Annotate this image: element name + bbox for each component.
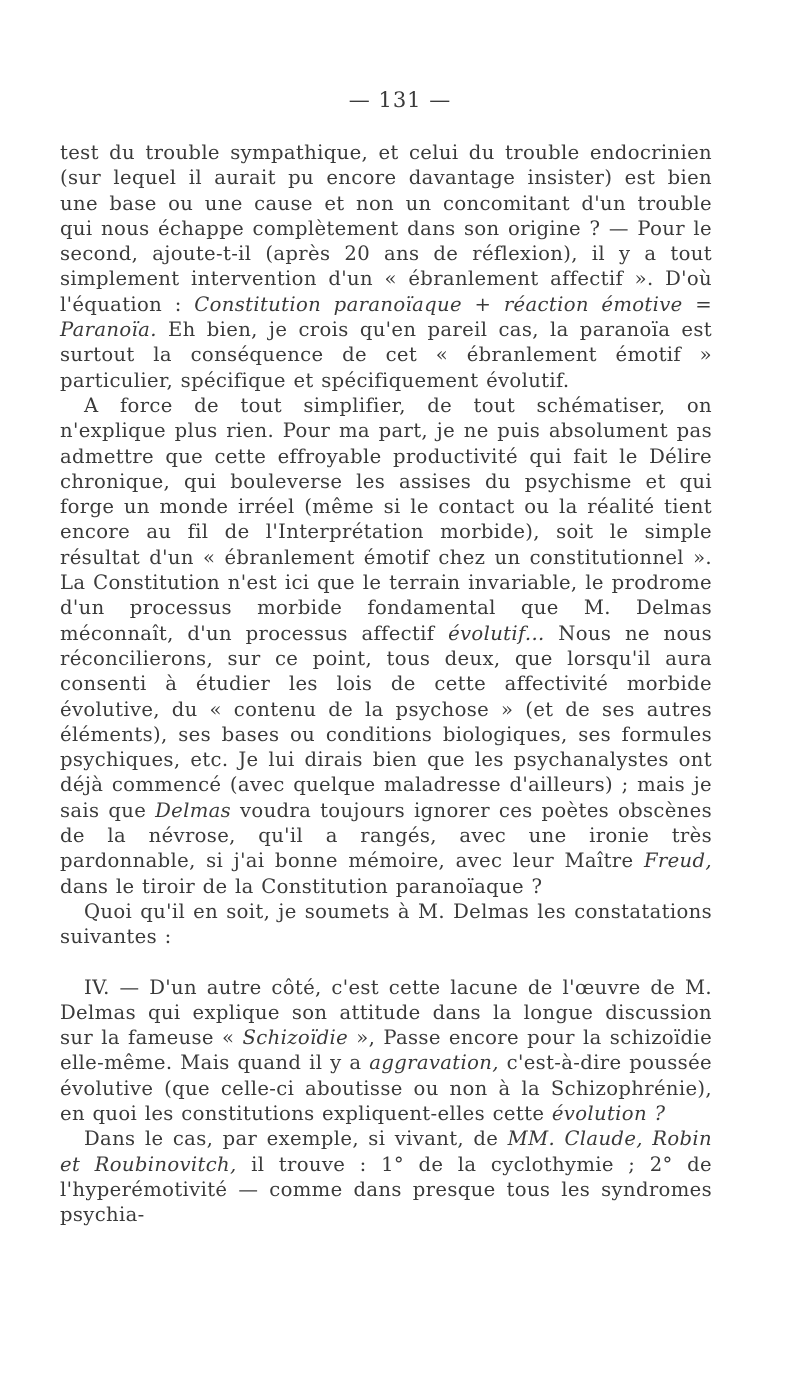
italic-span: Schizoïdie bbox=[242, 1026, 349, 1050]
text-span: Dans le cas, par exemple, si vivant, de bbox=[84, 1127, 508, 1151]
italic-span: Freud, bbox=[643, 849, 712, 873]
text-span: », Passe encore pour la schizoïdie elle-même. Mais quand il y a bbox=[60, 1026, 713, 1075]
italic-span: aggravation, bbox=[369, 1051, 499, 1075]
italic-span: Paranoïa. bbox=[60, 318, 157, 342]
italic-span: évolutif... bbox=[448, 621, 545, 645]
italic-span: Constitution paranoïaque bbox=[194, 292, 462, 316]
paragraph-p3 bbox=[60, 899, 712, 950]
text-span: Eh bien, je crois qu'en pareil cas, la paranoïa est surtout la conséquence de cet « ébranlement émotif » particulier, spécifique et spécifiquement évolutif. bbox=[60, 318, 712, 392]
text-span: c'est-à-dire poussée évolutive (que celle-ci aboutisse ou non à la Schizophrénie), en quoi les constitutions expliquent-elles cette bbox=[60, 1051, 712, 1125]
text-span: IV. — D'un autre côté, c'est cette lacune de l'œuvre de M. Delmas qui explique son attitude dans la longue discussion sur la fameuse « bbox=[60, 975, 712, 1050]
paragraph-p4 bbox=[60, 975, 712, 1127]
text-span: voudra toujours ignorer ces poètes obscènes de la névrose, qu'il a rangés, avec une ironie très pardonnable, si j'ai bonne mémoire, avec leur Maître bbox=[60, 798, 712, 873]
page-number: — 131 — bbox=[348, 88, 452, 112]
text-span: test du trouble sympathique, et celui du trouble endocrinien (sur lequel il aurait pu encore davantage insister) est bien une base ou une cause et non un concomitant d'un trouble qui nous échappe complètement dans son origine ? — Pour le second, ajoute-t-il (après 20 ans de réflexion), il y a tout simplement intervention d'un « ébranlement affectif ». D'où l'équation : bbox=[60, 141, 712, 316]
italic-span: Delmas bbox=[155, 798, 232, 822]
paragraph-gap bbox=[60, 950, 712, 975]
paragraph-p2 bbox=[60, 393, 712, 899]
text-span: il trouve : 1° de la cyclothymie ; 2° de l'hyperémotivité — comme dans presque tous les syndromes psychia- bbox=[60, 1152, 712, 1227]
text-span: = bbox=[682, 292, 712, 316]
text-span: + bbox=[461, 292, 504, 316]
italic-span: évolution ? bbox=[551, 1101, 666, 1125]
italic-span: MM. Claude, Robin et Roubinovitch, bbox=[60, 1127, 712, 1176]
italic-span: réaction émotive bbox=[503, 292, 683, 316]
body-text bbox=[60, 140, 712, 1227]
text-span: Quoi qu'il en soit, je soumets à M. Delmas les constatations suivantes : bbox=[60, 899, 712, 949]
paragraph-p1 bbox=[60, 140, 712, 393]
text-span: dans le tiroir de la Constitution paranoïaque ? bbox=[60, 874, 543, 898]
text-span: Nous ne nous réconcilierons, sur ce point, tous deux, que lorsqu'il aura consenti à étudier les lois de cette affectivité morbide évolutive, du « contenu de la psychose » (et de ses autres éléments), ses bases ou conditions biologiques, ses formules psychiques, etc. Je lui dirais bien que les psychanalystes ont déjà commencé (avec quelque maladresse d'ailleurs) ; mais je sais que bbox=[60, 621, 713, 822]
paragraph-p5 bbox=[60, 1126, 712, 1227]
text-span: A force de tout simplifier, de tout schématiser, on n'explique plus rien. Pour ma part, je ne puis absolument pas admettre que cette effroyable productivité qui fait le Délire chronique, qui bouleverse les assises du psychisme et qui forge un monde irréel (même si le contact ou la réalité tient encore au fil de l'Interprétation morbide), soit le simple résultat d'un « ébranlement émotif chez un constitutionnel ». La Constitution n'est ici que le terrain invariable, le prodrome d'un processus morbide fondamental que M. Delmas méconnaît, d'un processus affectif bbox=[60, 393, 712, 645]
